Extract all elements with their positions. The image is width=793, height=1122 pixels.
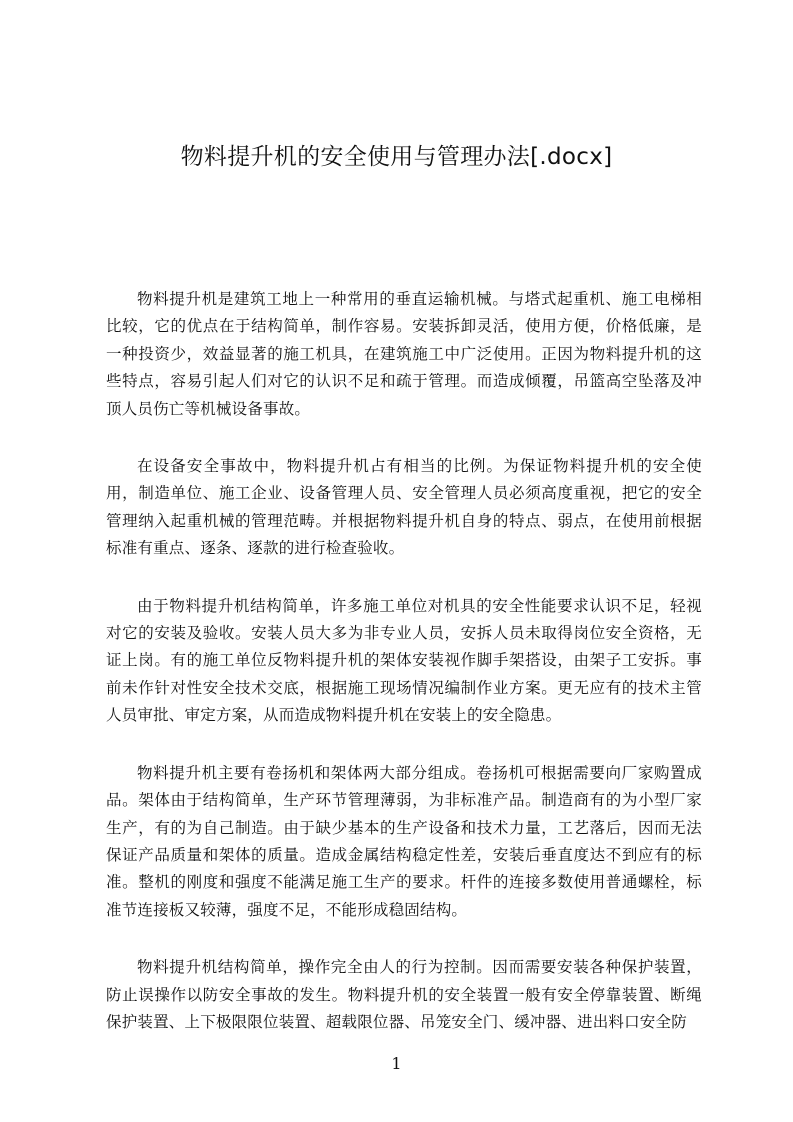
paragraph-1: 物料提升机是建筑工地上一种常用的垂直运输机械。与塔式起重机、施工电梯相比较，它的优点在于结构简单，制作容易。安装拆卸灵活，使用方便，价格低廉，是一种投资少，效益显著的施工机具，在建筑施工中广泛使用。正因为物料提升机的这些特点，容易引起人们对它的认识不足和疏于管理。而造成倾覆，吊篮高空坠落及冲顶人员伤亡等机械设备事故。 bbox=[106, 290, 702, 418]
page-number: 1 bbox=[391, 1054, 402, 1073]
paragraph-5: 物料提升机结构简单，操作完全由人的行为控制。因而需要安装各种保护装置，防止误操作以防安全事故的发生。物料提升机的安全装置一般有安全停靠装置、断绳保护装置、上下极限限位装置、超载限位器、吊笼安全门、缓冲器、进出料口安全防 bbox=[106, 958, 702, 1031]
paragraph-4: 物料提升机主要有卷扬机和架体两大部分组成。卷扬机可根据需要向厂家购置成品。架体由于结构简单，生产环节管理薄弱，为非标准产品。制造商有的为小型厂家生产，有的为自己制造。由于缺少基本的生产设备和技术力量，工艺落后，因而无法保证产品质量和架体的质量。造成金属结构稳定性差，安装后垂直度达不到应有的标准。整机的刚度和强度不能满足施工生产的要求。杆件的连接多数使用普通螺栓，标准节连接板又较薄，强度不足，不能形成稳固结构。 bbox=[106, 763, 702, 919]
document-body bbox=[106, 286, 702, 1066]
paragraph-2: 在设备安全事故中，物料提升机占有相当的比例。为保证物料提升机的安全使用，制造单位、施工企业、设备管理人员、安全管理人员必须高度重视，把它的安全管理纳入起重机械的管理范畴。并根据物料提升机自身的特点、弱点，在使用前根据标准有重点、逐条、逐款的进行检查验收。 bbox=[106, 457, 702, 558]
paragraph-3: 由于物料提升机结构简单，许多施工单位对机具的安全性能要求认识不足，轻视对它的安装及验收。安装人员大多为非专业人员，安拆人员未取得岗位安全资格，无证上岗。有的施工单位反物料提升机的架体安装视作脚手架搭设，由架子工安拆。事前未作针对性安全技术交底，根据施工现场情况编制作业方案。更无应有的技术主管人员审批、审定方案，从而造成物料提升机在安装上的安全隐患。 bbox=[106, 596, 702, 725]
document-title: 物料提升机的安全使用与管理办法[.docx] bbox=[180, 144, 613, 170]
